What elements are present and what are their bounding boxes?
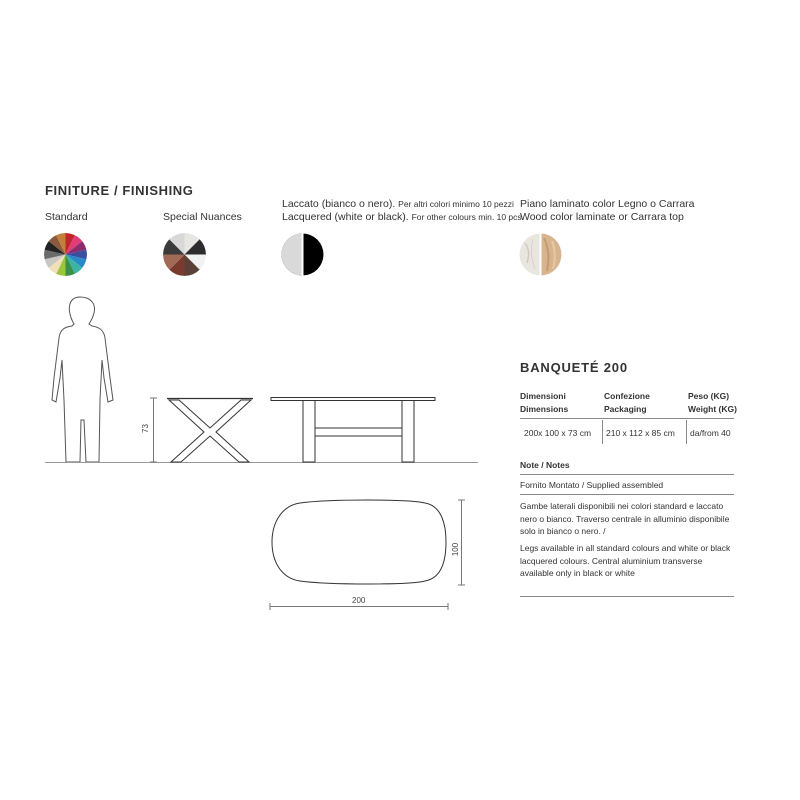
header-packaging-it: Confezione [604,391,650,401]
wood-carrara-swatch-icon[interactable] [519,233,562,276]
cell-weight: da/from 40 [690,428,731,438]
table-header-rule [520,418,734,419]
header-weight [688,390,737,416]
finish-label-wood-it: Piano laminato color Legno o Carrara [520,198,695,210]
header-weight-it: Peso (KG) [688,391,730,401]
cell-packaging: 210 x 112 x 85 cm [606,428,675,438]
description-it: Gambe laterali disponibili nei colori standard e laccato nero o bianco. Traverso centrale in alluminio disponibile solo in bianco o nero. / [520,501,730,536]
special-nuances-swatch-icon[interactable] [163,233,206,276]
notes-rule-top [520,474,734,475]
assembly-note: Fornito Montato / Supplied assembled [520,480,664,490]
lacquered-en-main: Lacquered (white or black). [282,211,409,223]
finish-label-lacquered-en [282,211,522,224]
description-en: Legs available in all standard colours and white or black lacquered colours. Central aluminium transverse available only in black or white [520,543,731,578]
finish-label-lacquered-it [282,198,514,211]
depth-dimension-label: 100 [451,542,461,557]
lacquered-it-main: Laccato (bianco o nero). [282,198,396,210]
standard-colours-swatch-icon[interactable] [44,233,87,276]
finishing-heading: FINITURE / FINISHING [45,183,194,198]
height-dimension-label: 73 [140,424,150,433]
finish-label-special-nuances: Special Nuances [163,211,242,223]
human-scale-figure [52,297,113,462]
header-packaging [604,390,650,416]
header-dimensions-it: Dimensioni [520,391,566,401]
header-dimensions-en: Dimensions [520,404,569,414]
finish-label-wood-en: Wood color laminate or Carrara top [520,211,684,223]
notes-heading: Note / Notes [520,460,570,470]
header-packaging-en: Packaging [604,404,647,414]
lacquered-it-small: Per altri colori minimo 10 pezzi [398,199,514,209]
technical-drawing [0,280,500,620]
cell-dimensions: 200x 100 x 73 cm [524,428,592,438]
header-weight-en: Weight (KG) [688,404,737,414]
finish-label-standard: Standard [45,211,88,223]
table-top-outline [272,500,446,584]
product-title: BANQUETÉ 200 [520,360,628,375]
header-dimensions [520,390,568,416]
table-col-divider-1 [602,420,603,444]
lacquered-white-black-swatch-icon[interactable] [281,233,324,276]
notes-rule-middle [520,494,734,495]
lacquered-en-small: For other colours min. 10 pcs [411,212,522,222]
width-dimension-label: 200 [352,596,366,605]
notes-rule-bottom [520,596,734,597]
table-col-divider-2 [686,420,687,444]
